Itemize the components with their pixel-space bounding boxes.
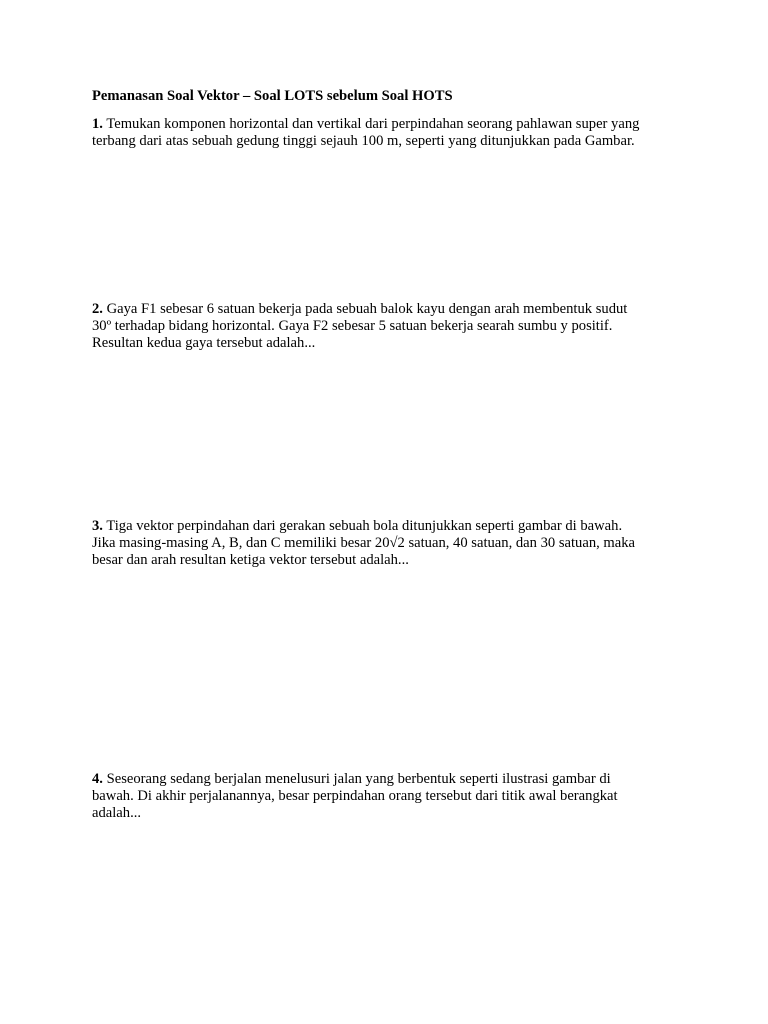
question-4 <box>92 771 692 822</box>
question-2 <box>92 301 692 352</box>
question-line <box>92 301 692 318</box>
question-number: 3. <box>92 518 103 534</box>
question-text: Tiga vektor perpindahan dari gerakan sebuah bola ditunjukkan seperti gambar di bawah. <box>102 518 623 534</box>
question-text: Jika masing-masing A, B, dan C memiliki besar 20√2 satuan, 40 satuan, dan 30 satuan, maka <box>92 535 636 551</box>
question-1 <box>92 116 692 150</box>
question-text: Seseorang sedang berjalan menelusuri jalan yang berbentuk seperti ilustrasi gambar di <box>102 771 611 787</box>
question-text: 30º terhadap bidang horizontal. Gaya F2 sebesar 5 satuan bekerja searah sumbu y positif. <box>92 318 613 334</box>
question-number: 1. <box>92 116 103 132</box>
question-3 <box>92 518 692 569</box>
document-title: Pemanasan Soal Vektor – Soal LOTS sebelum Soal HOTS <box>92 88 453 104</box>
question-text: adalah... <box>92 805 142 821</box>
question-text: Gaya F1 sebesar 6 satuan bekerja pada sebuah balok kayu dengan arah membentuk sudut <box>102 301 628 317</box>
question-line <box>92 116 692 133</box>
question-line <box>92 518 692 535</box>
question-text: bawah. Di akhir perjalanannya, besar perpindahan orang tersebut dari titik awal berangkat <box>92 788 618 804</box>
question-number: 4. <box>92 771 103 787</box>
question-text: terbang dari atas sebuah gedung tinggi sejauh 100 m, seperti yang ditunjukkan pada Gambar. <box>92 133 635 149</box>
question-text: besar dan arah resultan ketiga vektor tersebut adalah... <box>92 552 409 568</box>
question-line <box>92 771 692 788</box>
question-number: 2. <box>92 301 103 317</box>
question-text: Resultan kedua gaya tersebut adalah... <box>92 335 316 351</box>
question-text: Temukan komponen horizontal dan vertikal dari perpindahan seorang pahlawan super yang <box>102 116 640 132</box>
